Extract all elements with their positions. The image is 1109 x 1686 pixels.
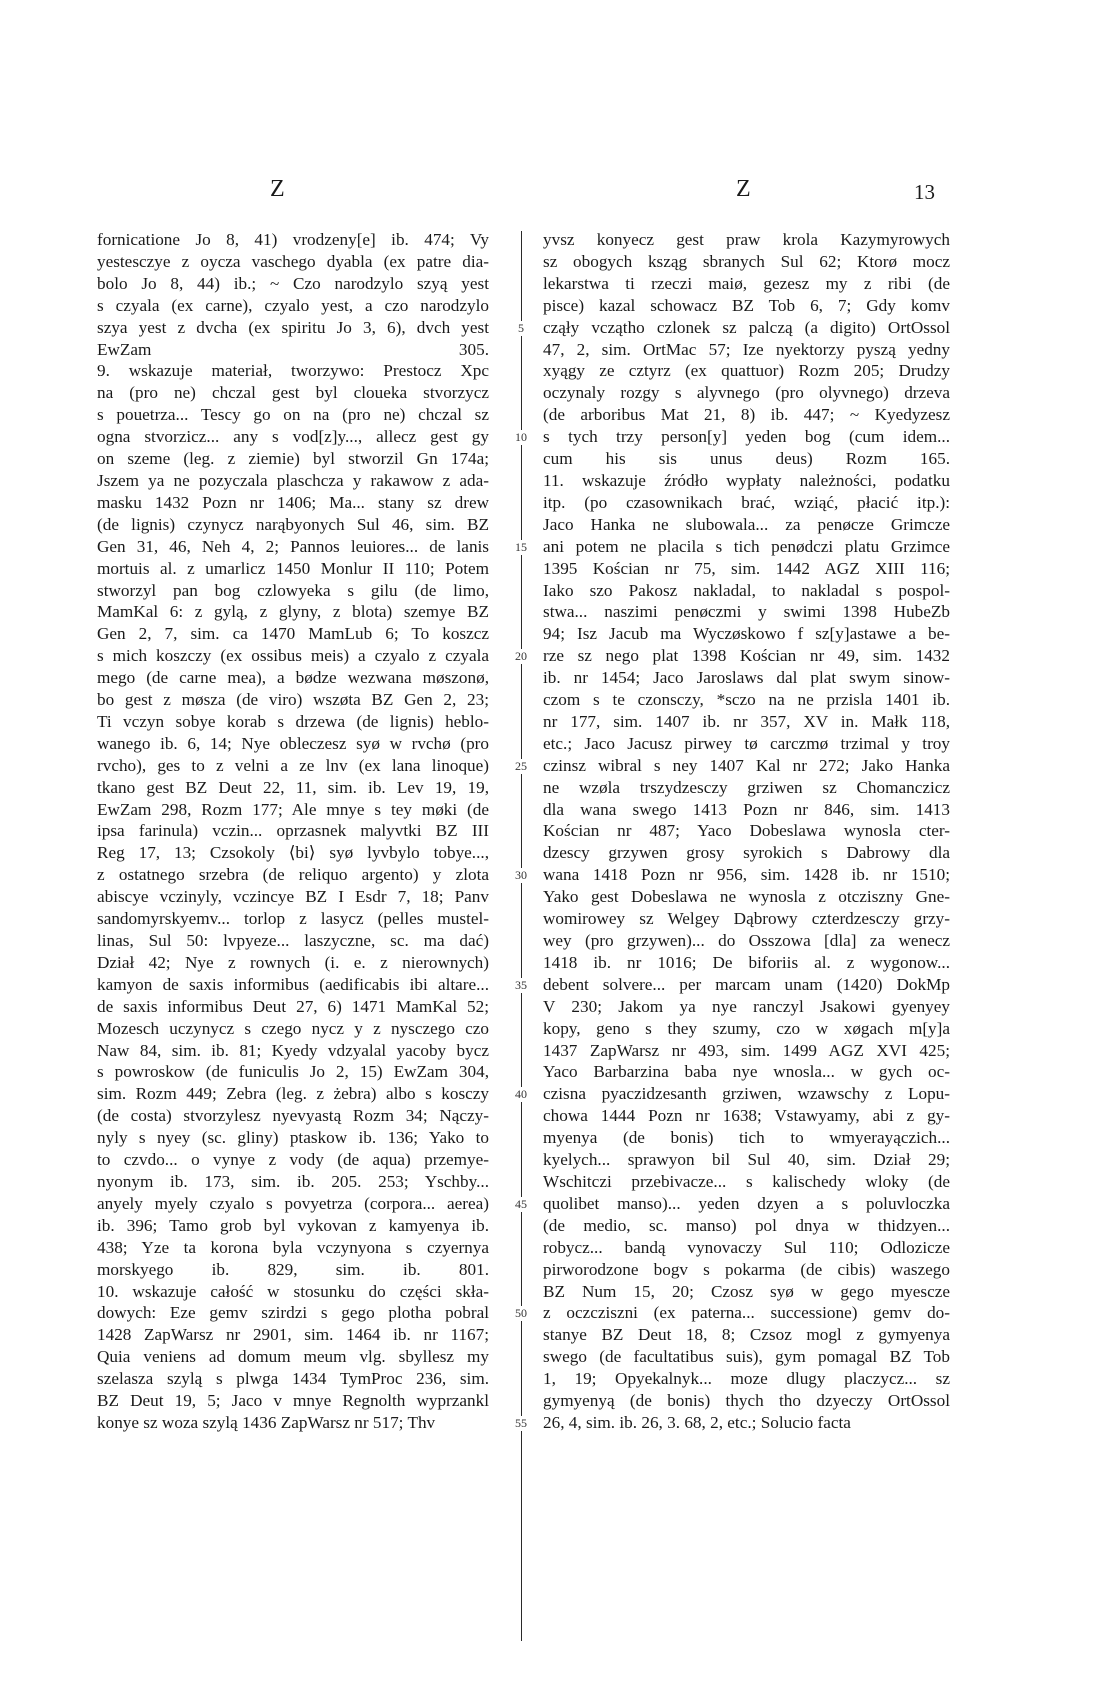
text-line: V 230; Jakom ya nye ranczyl Jsakowi gyenyey (543, 996, 950, 1016)
text-line: ipsa farinula) vczin... oprzasnek malyvtki BZ III (97, 821, 489, 841)
text-line: ani potem ne placila s tich penødczi platu Grzimce (543, 536, 950, 556)
text-line: sandomyrskyemv... torlop z lasycz (pelles mustel- (97, 909, 489, 929)
text-line: Gen 2, 7, sim. ca 1470 MamLub 6; To koszcz (97, 624, 489, 644)
text-line: czinsz wibral s ney 1407 Kal nr 272; Jako Hanka (543, 755, 950, 775)
text-line: myenya (de bonis) tich to wmyerayączich... (543, 1128, 950, 1148)
text-line: sz obogych ksząg sbranych Sul 62; Ktorø mocz (543, 251, 950, 271)
text-line: Naw 84, sim. ib. 81; Kyedy vdzyalal yacoby bycz (97, 1040, 489, 1060)
line-number: 45 (509, 1197, 533, 1212)
text-line: (de lignis) czynycz narąbyonych Sul 46, sim. BZ (97, 514, 489, 534)
text-line: Reg 17, 13; Czsokoly ⟨bi⟩ syø lyvbylo tobye..., (97, 843, 489, 863)
text-line: nyonym ib. 173, sim. ib. 205. 253; Yschby... (97, 1171, 489, 1191)
text-line: Kościan nr 487; Yaco Dobeslawa wynosla cter- (543, 821, 950, 841)
text-line: 1437 ZapWarsz nr 493, sim. 1499 AGZ XVI 425; (543, 1040, 950, 1060)
text-line: (de arboribus Mat 21, 8) ib. 447; ~ Kyedyzesz (543, 405, 950, 425)
text-line: oczynaly rozgy s alyvnego (pro olyvnego) drzeva (543, 383, 950, 403)
text-line: na (pro ne) chczal gest byl cloueka stvorzycz (97, 383, 489, 403)
text-line: s czyala (ex carne), czyalo yest, a czo narodzylo (97, 295, 489, 315)
text-line: 1418 ib. nr 1016; De biforiis al. z wygonow... (543, 952, 950, 972)
text-line: szya yest z dvcha (ex spiritu Jo 3, 6), dvch yest (97, 317, 489, 337)
text-line: 9. wskazuje materiał, tworzywo: Prestocz Xpc (97, 361, 489, 381)
text-line: anyely myely czyalo s povyetrza (corpora... aerea) (97, 1193, 489, 1213)
text-line: chowa 1444 Pozn nr 1638; Vstawyamy, abi z gy- (543, 1106, 950, 1126)
text-line: xyągy ze cztyrz (ex quattuor) Rozm 205; Drudzy (543, 361, 950, 381)
text-line: Jszem ya ne pozyczala plaschcza y rakawow z ada- (97, 470, 489, 490)
text-line: ib. 396; Tamo grob byl vykovan z kamyenya ib. (97, 1215, 489, 1235)
text-line: sim. Rozm 449; Zebra (leg. z żebra) albo s kosczy (97, 1084, 489, 1104)
text-line: bolo Jo 8, 44) ib.; ~ Czo narodzylo szyą yest (97, 273, 489, 293)
text-line: kopy, geno s they szumy, czo w xøgach m[y]a (543, 1018, 950, 1038)
text-line: morskyego ib. 829, sim. ib. 801. (97, 1259, 489, 1279)
running-head-right: Z (736, 176, 751, 202)
text-line: wana 1418 Pozn nr 956, sim. 1428 ib. nr 1510; (543, 865, 950, 885)
text-line: de saxis informibus Deut 27, 6) 1471 MamKal 52; (97, 996, 489, 1016)
right-column (543, 229, 950, 1434)
text-line: dzescy grzywen grosy syrokich s Dabrowy dla (543, 843, 950, 863)
text-line: swego (de facultatibus suis), gym pomagal BZ Tob (543, 1347, 950, 1367)
line-number: 15 (509, 540, 533, 555)
text-line: 1, 19; Opyekalnyk... moze dlugy placzycz... sz (543, 1369, 950, 1389)
text-line: Dział 42; Nye z rownych (i. e. z nierownych) (97, 952, 489, 972)
text-line: pirworodzone bogv s pokarma (de cibis) waszego (543, 1259, 950, 1279)
text-line: EwZam 298, Rozm 177; Ale mnye s tey møki (de (97, 799, 489, 819)
line-number: 10 (509, 430, 533, 445)
text-line: z ostatnego srzebra (de reliquo argento) y zlota (97, 865, 489, 885)
text-line: rvcho), ges to z velni a ze lnv (ex lana linoque) (97, 755, 489, 775)
text-line: bo gest z møsza (de viro) wszøta BZ Gen 2, 23; (97, 690, 489, 710)
text-line: (de costa) stvorzylesz nyevyastą Rozm 34; Nączy- (97, 1106, 489, 1126)
text-line: EwZam 305. (97, 339, 489, 359)
text-line: rze sz nego plat 1398 Kościan nr 49, sim. 1432 (543, 646, 950, 666)
text-line: lekarstwa ti rzeczi maiø, gezesz my z ribi (de (543, 273, 950, 293)
text-line: kamyon de saxis informibus (aedificabis ibi altare... (97, 974, 489, 994)
text-line: cząły vcząthо czlonek sz palczą (a digito) OrtOssol (543, 317, 950, 337)
page-number: 13 (914, 180, 935, 204)
line-number: 25 (509, 759, 533, 774)
text-line: 26, 4, sim. ib. 26, 3. 68, 2, etc.; Solucio facta (543, 1412, 851, 1432)
text-line: yestesczye z oycza vaschego dyabla (ex patre dia- (97, 251, 489, 271)
text-line: Wschitczi przebivacze... s kalischedy wloky (de (543, 1171, 950, 1191)
text-line: yvsz konyecz gest praw krola Kazymyrowych (543, 230, 950, 249)
text-line: kyelych... sprawyon bil Sul 40, sim. Dział 29; (543, 1150, 950, 1170)
text-line: pisce) kazal schowacz BZ Tob 6, 7; Gdy komv (543, 295, 950, 315)
left-column (97, 229, 489, 1434)
text-line: mego (de carne mea), a bødze wezwana møszonø, (97, 668, 489, 688)
line-number: 50 (509, 1306, 533, 1321)
text-line: nyly s nyey (sc. gliny) ptaskow ib. 136; Yako to (97, 1128, 489, 1148)
text-line: quolibet manso)... yeden dzyen a s poluvloczka (543, 1193, 950, 1213)
text-line: ib. nr 1454; Jaco Jaroslaws dal plat swym sinow- (543, 668, 950, 688)
text-line: fornicatione Jo 8, 41) vrodzeny[e] ib. 474; Vy (97, 230, 489, 249)
text-line: ne wzøla trszydzesczy grziwen sz Chomanczicz (543, 777, 950, 797)
text-line: stanye BZ Deut 18, 8; Czsoz mogl z gymyenya (543, 1325, 950, 1345)
text-line: Gen 31, 46, Neh 4, 2; Pannos leuiores... de lanis (97, 536, 489, 556)
text-line: s pouetrza... Tescy go on na (pro ne) chczal sz (97, 405, 489, 425)
text-line: Quia veniens ad domum meum vlg. sbyllesz my (97, 1347, 489, 1367)
text-line: debent solvere... per marcam unam (1420) DokMp (543, 974, 950, 994)
line-number: 40 (509, 1087, 533, 1102)
running-head-left: Z (270, 176, 285, 202)
text-line: 94; Isz Jacub ma Wyczøskowo f sz[y]astawe a be- (543, 624, 950, 644)
text-line: 1428 ZapWarsz nr 2901, sim. 1464 ib. nr 1167; (97, 1325, 489, 1345)
text-line: linas, Sul 50: lvpyeze... laszyczne, sc. ma dać) (97, 931, 489, 950)
text-line: Jaco Hanka ne slubowala... za penøcze Grimcze (543, 514, 950, 534)
text-line: s tych trzy person[y] yeden bog (cum idem... (543, 427, 950, 447)
text-line: dowych: Eze gemv szirdzi s gego plotha pobral (97, 1303, 489, 1323)
text-line: wey (pro grzywen)... do Osszowa [dla] za wenecz (543, 931, 950, 950)
text-line: BZ Num 15, 20; Czosz syø w gego myescze (543, 1281, 950, 1301)
line-number: 5 (509, 321, 533, 336)
line-number: 30 (509, 868, 533, 883)
text-line: szelasza szylą s plwga 1434 TymProc 236, sim. (97, 1369, 489, 1389)
text-line: mortuis al. z umarlicz 1450 Monlur II 110; Potem (97, 558, 489, 578)
text-line: etc.; Jaco Jacusz pirwey tø carczmø trzimal y troy (543, 733, 950, 753)
text-line: konye sz woza szylą 1436 ZapWarsz nr 517; Thv (97, 1412, 436, 1432)
text-line: 438; Yze ta korona byla vczynyona s czyernya (97, 1237, 489, 1257)
text-line: czom s te czonsczy, *sczo na ne przisla 1401 ib. (543, 690, 950, 710)
text-line: womirowey sz Welgey Dąbrowy czterdzesczy grzy- (543, 909, 950, 929)
text-line: Yaco Barbarzina baba nye wnosla... w gych oc- (543, 1062, 950, 1082)
text-line: masku 1432 Pozn nr 1406; Ma... stany sz drew (97, 492, 489, 512)
text-line: tkano gest BZ Deut 22, 11, sim. ib. Lev 19, 19, (97, 777, 489, 797)
text-line: Iako szo Pakosz nakladal, to nakladal s pospol- (543, 580, 950, 600)
text-line: Ti vczyn sobye korab s drzewa (de lignis) heblo- (97, 711, 489, 731)
text-line: 1395 Kościan nr 75, sim. 1442 AGZ XIII 116; (543, 558, 950, 578)
text-line: nr 177, sim. 1407 ib. nr 357, XV in. Małk 118, (543, 711, 950, 731)
text-line: on szeme (leg. z ziemie) byl stworzil Gn 174a; (97, 449, 489, 469)
text-line: Mozesch uczynycz s czego nycz y z nysczego czo (97, 1018, 489, 1038)
text-line: abiscye vczinyly, vczincye BZ I Esdr 7, 18; Panv (97, 887, 489, 907)
text-line: 10. wskazuje całość w stosunku do części skła- (97, 1281, 489, 1301)
text-line: robycz... bandą vynovaczy Sul 110; Odlozicze (543, 1237, 950, 1257)
text-line: gymyenyą (de bonis) thych tho dzyeczy OrtOssol (543, 1391, 950, 1411)
text-line: czisna pyaczidzesanth grziwen, wzawschy z Lopu- (543, 1084, 950, 1104)
text-line: (de medio, sc. manso) pol dnya w thidzyen... (543, 1215, 950, 1235)
text-line: cum his sis unus deus) Rozm 165. (543, 449, 950, 469)
text-line: MamKal 6: z gylą, z glyny, z blota) szemye BZ (97, 602, 489, 622)
text-line: s mich koszczy (ex ossibus meis) a czyalo z czyala (97, 646, 489, 666)
text-line: 47, 2, sim. OrtMac 57; Ize nyektorzy pyszą yedny (543, 339, 950, 359)
text-line: to czvdo... o vynye z vody (de aqua) przemye- (97, 1150, 489, 1170)
text-line: ogna stvorzicz... any s vod[z]y..., allecz gest gy (97, 427, 489, 447)
line-number: 20 (509, 649, 533, 664)
line-number: 35 (509, 978, 533, 993)
text-line: dla wana swego 1413 Pozn nr 846, sim. 1413 (543, 799, 950, 819)
line-number: 55 (509, 1416, 533, 1431)
text-line: BZ Deut 19, 5; Jaco v mnye Regnolth wyprzankl (97, 1391, 489, 1411)
text-line: stwa... naszimi penøczmi y swimi 1398 HubeZb (543, 602, 950, 622)
text-line: stworzyl pan bog czlowyeka s gilu (de limo, (97, 580, 489, 600)
text-line: s powroskow (de funiculis Jo 2, 15) EwZam 304, (97, 1062, 489, 1082)
text-line: z oczcziszni (ex paterna... successione) gemv do- (543, 1303, 950, 1323)
text-line: Yako gest Dobeslawa ne wynosla z otcziszny Gne- (543, 887, 950, 907)
text-line: 11. wskazuje źródło wypłaty należności, podatku (543, 470, 950, 490)
text-line: itp. (po czasownikach brać, wziąć, płacić itp.): (543, 492, 950, 512)
text-line: wanego ib. 6, 14; Nye obleczesz syø w rvchø (pro (97, 733, 489, 753)
